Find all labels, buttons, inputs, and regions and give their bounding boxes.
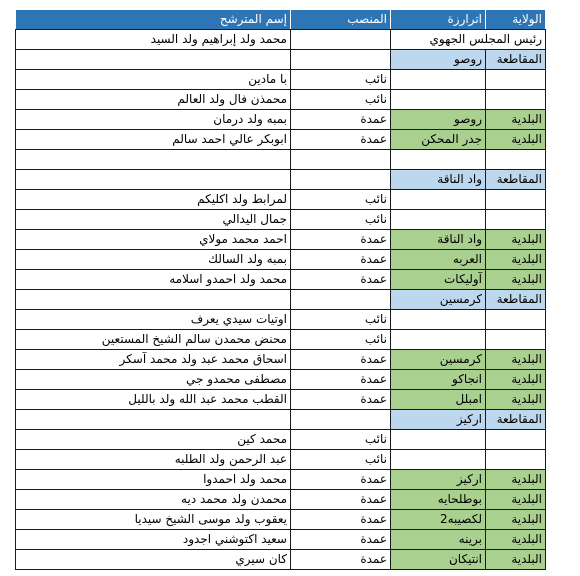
post-cell: عمدة (291, 490, 391, 510)
wilaya-cell (486, 190, 546, 210)
commune-label: البلدية (486, 270, 546, 290)
post-cell (291, 410, 391, 430)
commune-label: البلدية (486, 130, 546, 150)
candidate-name: محمد ولد احمدو اسلامه (16, 270, 291, 290)
candidate-name: محمد كين (16, 430, 291, 450)
candidate-name: محمد ولد إبراهيم ولد السيد (16, 30, 291, 50)
post-cell: عمدة (291, 550, 391, 570)
post-cell (291, 50, 391, 70)
post-cell: نائب (291, 450, 391, 470)
wilaya-cell (486, 310, 546, 330)
district-cell (391, 430, 486, 450)
commune-label: البلدية (486, 230, 546, 250)
table-row (16, 190, 546, 210)
post-cell: عمدة (291, 130, 391, 150)
post-cell (291, 150, 391, 170)
table-row (16, 70, 546, 90)
commune-name: آوليكات (391, 270, 486, 290)
post-cell (291, 170, 391, 190)
table-row (16, 50, 546, 70)
commune-name: لكصيبه2 (391, 510, 486, 530)
table-row (16, 210, 546, 230)
candidate-name: جمال اليدالي (16, 210, 291, 230)
district-cell (391, 210, 486, 230)
candidate-name (16, 290, 291, 310)
moughataa-name: اركيز (391, 410, 486, 430)
table-row (16, 530, 546, 550)
post-cell: عمدة (291, 510, 391, 530)
header-row (16, 10, 546, 30)
district-cell (391, 190, 486, 210)
table-row (16, 270, 546, 290)
candidate-name: محنض محمدن سالم الشيخ المستعين (16, 330, 291, 350)
commune-name: كرمسين (391, 350, 486, 370)
commune-label: البلدية (486, 390, 546, 410)
candidate-name: مصطفى محمدو جي (16, 370, 291, 390)
candidate-name: محمد ولد احمدوا (16, 470, 291, 490)
table-row (16, 370, 546, 390)
post-cell: عمدة (291, 270, 391, 290)
candidate-name: القطب محمد عبد الله ولد بالليل (16, 390, 291, 410)
candidate-name: اوتيات سيدي يعرف (16, 310, 291, 330)
table-row (16, 490, 546, 510)
post-cell (291, 30, 391, 50)
table-row (16, 330, 546, 350)
moughataa-label: المقاطعة (486, 170, 546, 190)
table-row (16, 110, 546, 130)
wilaya-cell (486, 70, 546, 90)
commune-label: البلدية (486, 350, 546, 370)
wilaya-cell (486, 90, 546, 110)
header-district: اترارزة (391, 10, 486, 30)
table-row (16, 410, 546, 430)
candidate-name: سعيد اكتوشني اجدود (16, 530, 291, 550)
post-cell: عمدة (291, 350, 391, 370)
post-cell: نائب (291, 190, 391, 210)
commune-label: البلدية (486, 470, 546, 490)
moughataa-label: المقاطعة (486, 50, 546, 70)
post-cell: عمدة (291, 110, 391, 130)
post-cell: عمدة (291, 470, 391, 490)
commune-name: جدر المحكن (391, 130, 486, 150)
candidate-name: كان سيري (16, 550, 291, 570)
district-cell (391, 70, 486, 90)
moughataa-name: واد الناقة (391, 170, 486, 190)
candidates-table (15, 9, 546, 570)
table-row (16, 130, 546, 150)
commune-name: امبلل (391, 390, 486, 410)
post-cell: عمدة (291, 370, 391, 390)
wilaya-cell (486, 430, 546, 450)
candidate-name: لمرابط ولد اكليكم (16, 190, 291, 210)
candidate-name: اسحاق محمد عبد ولد محمد آسكر (16, 350, 291, 370)
commune-name: برينه (391, 530, 486, 550)
commune-name: بوطلحايه (391, 490, 486, 510)
table-body (16, 30, 546, 570)
table-row (16, 290, 546, 310)
wilaya-cell (486, 450, 546, 470)
commune-name: انتيكان (391, 550, 486, 570)
table-row (16, 390, 546, 410)
header-wilaya: الولاية (486, 10, 546, 30)
candidate-name: محمذن فال ولد العالم (16, 90, 291, 110)
table-row (16, 350, 546, 370)
district-cell (391, 330, 486, 350)
post-cell: عمدة (291, 530, 391, 550)
candidate-name: عبد الرحمن ولد الطلبه (16, 450, 291, 470)
commune-name: واد الناقة (391, 230, 486, 250)
candidate-name: يعقوب ولد موسى الشيخ سيديا (16, 510, 291, 530)
post-cell: نائب (291, 330, 391, 350)
wilaya-cell (486, 150, 546, 170)
table-row (16, 450, 546, 470)
moughataa-label: المقاطعة (486, 290, 546, 310)
post-cell: نائب (291, 90, 391, 110)
post-cell (291, 290, 391, 310)
commune-label: البلدية (486, 490, 546, 510)
table-row (16, 550, 546, 570)
district-cell (391, 450, 486, 470)
commune-label: البلدية (486, 550, 546, 570)
header-post: المنصب (291, 10, 391, 30)
candidate-name (16, 170, 291, 190)
table-row (16, 90, 546, 110)
candidate-name: بمبه ولد درمان (16, 110, 291, 130)
commune-label: البلدية (486, 510, 546, 530)
moughataa-name: روصو (391, 50, 486, 70)
regional-council-title: رئيس المجلس الجهوي (391, 30, 546, 50)
table-row (16, 430, 546, 450)
table-row (16, 470, 546, 490)
commune-name: روصو (391, 110, 486, 130)
commune-name: اركيز (391, 470, 486, 490)
commune-name: انجاكو (391, 370, 486, 390)
candidate-name: محمدن ولد محمد ديه (16, 490, 291, 510)
table-row (16, 30, 546, 50)
candidate-name (16, 50, 291, 70)
district-cell (391, 150, 486, 170)
candidate-name: احمد محمد مولاي (16, 230, 291, 250)
post-cell: نائب (291, 210, 391, 230)
commune-label: البلدية (486, 250, 546, 270)
post-cell: عمدة (291, 390, 391, 410)
table-row (16, 510, 546, 530)
table-row (16, 150, 546, 170)
post-cell: عمدة (291, 230, 391, 250)
table-row (16, 250, 546, 270)
post-cell: نائب (291, 430, 391, 450)
header-candidate: إسم المترشح (16, 10, 291, 30)
commune-label: البلدية (486, 110, 546, 130)
table-row (16, 230, 546, 250)
district-cell (391, 90, 486, 110)
post-cell: نائب (291, 70, 391, 90)
commune-label: البلدية (486, 530, 546, 550)
candidate-name (16, 150, 291, 170)
district-cell (391, 310, 486, 330)
post-cell: نائب (291, 310, 391, 330)
post-cell: عمدة (291, 250, 391, 270)
commune-label: البلدية (486, 370, 546, 390)
candidate-name (16, 410, 291, 430)
commune-name: العربه (391, 250, 486, 270)
moughataa-name: كرمسين (391, 290, 486, 310)
moughataa-label: المقاطعة (486, 410, 546, 430)
candidate-name: با مادين (16, 70, 291, 90)
table-row (16, 310, 546, 330)
table-row (16, 170, 546, 190)
wilaya-cell (486, 210, 546, 230)
candidate-name: ابوبكر عالي احمد سالم (16, 130, 291, 150)
candidate-name: بمبه ولد السالك (16, 250, 291, 270)
wilaya-cell (486, 330, 546, 350)
